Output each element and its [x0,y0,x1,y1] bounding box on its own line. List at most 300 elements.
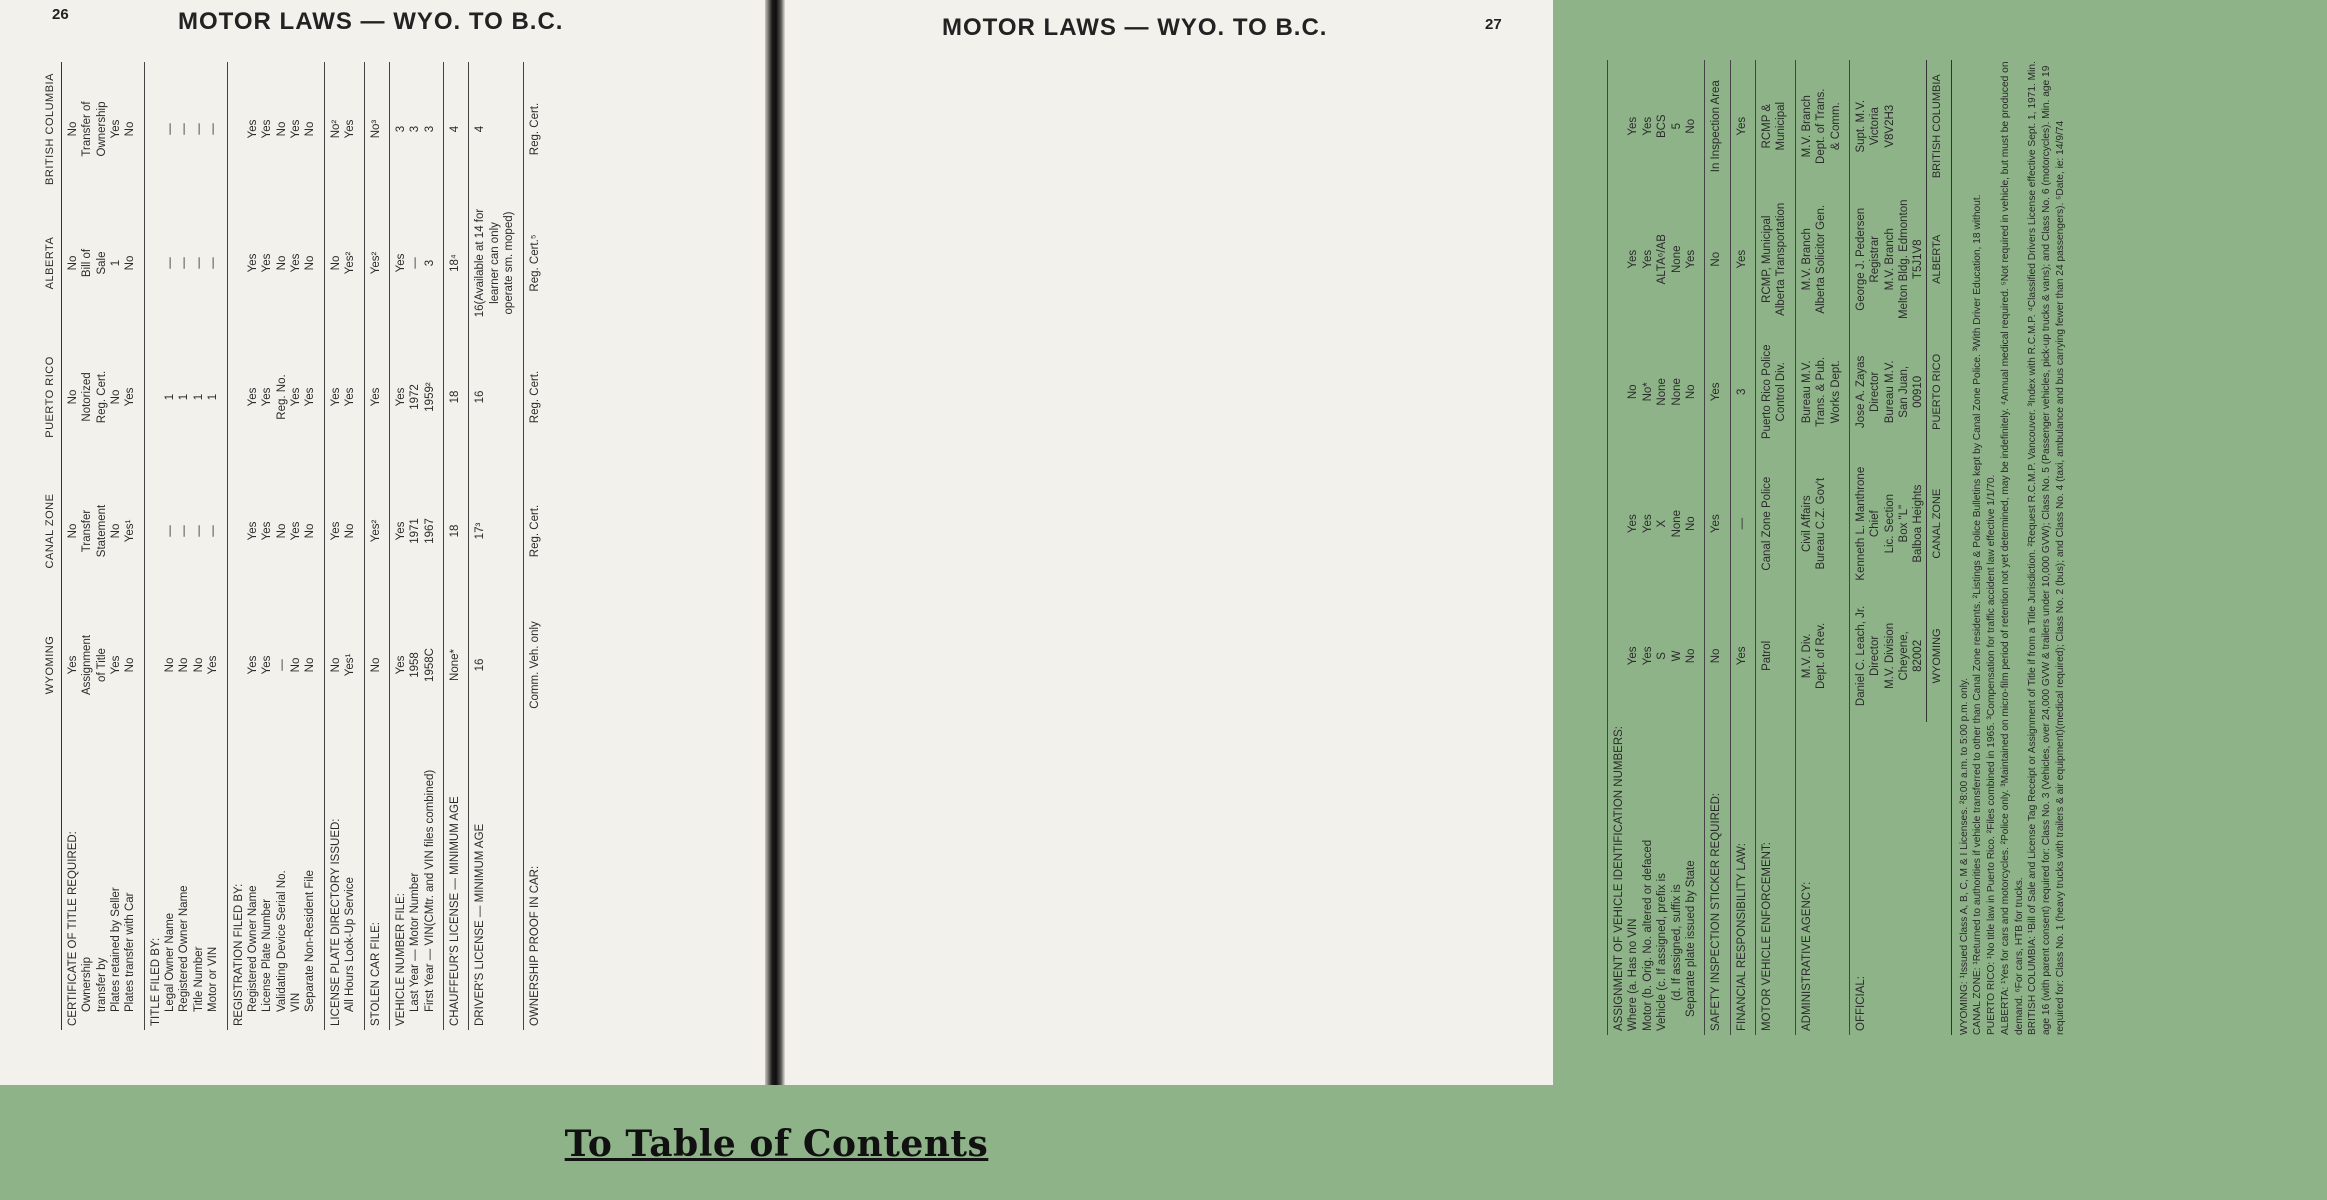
table-cell [488,62,502,196]
row-label: All Hours Look-Up Service [344,877,357,1012]
row-label: OWNERSHIP PROOF IN CAR: [523,732,542,1030]
table-cell: Yes [324,464,343,598]
table-cell [1911,60,1926,192]
row-label: Motor (b. Orig. No. altered or defaced [1641,839,1654,1031]
table-row [1911,60,1926,1035]
table-cell: Yes¹ [124,519,137,543]
table-cell: 18 [444,330,469,464]
table-cell: Yes [1641,646,1654,666]
table-cell: No [124,255,137,271]
table-cell: No [304,255,317,271]
table-cell: No [1705,192,1730,326]
table-cell [144,62,163,196]
table-cell: — [178,257,191,269]
table-cell: Daniel C. Leach, Jr. [1849,590,1868,722]
table-cell: No [290,657,302,673]
row-label [1868,722,1882,1035]
motor-laws-table-left [44,62,542,1030]
table-cell: No* [1641,382,1654,402]
table-row [61,62,80,1030]
row-label: transfer by [95,957,108,1012]
table-cell: M.V. Division [1883,622,1896,689]
table-row [389,62,408,1030]
table-cell: 1 [192,393,205,401]
table-cell: No [1684,118,1697,134]
table-row [289,62,303,1030]
table-cell: 3 [409,125,422,133]
table-row [469,62,488,1030]
column-header: PUERTO RICO [44,330,61,464]
row-label: Separate Non-Resident File [304,870,317,1012]
table-cell [502,464,523,598]
table-cell [502,62,523,196]
table-row [260,62,274,1030]
table-cell: Yes [1641,514,1654,534]
table-cell [1774,458,1795,590]
table-cell: Yes [61,598,80,732]
table-cell: No [324,196,343,330]
table-cell: Registrar [1869,235,1882,283]
table-cell: 16(Available at 14 for [469,196,488,330]
table-cell: No [275,523,288,539]
footnote: PUERTO RICO: ¹No title law in Puerto Rico. ²Files combined in 1965. ³Compensation for traffic accident law effective 1/1/70. [1986,474,1998,1035]
table-row [324,62,343,1030]
table-cell [1897,60,1911,192]
table-cell: Yes [109,119,122,139]
row-label: (d. If assigned, suffix is [1670,884,1683,1001]
table-cell: 18 [444,464,469,598]
table-cell: No [344,523,357,539]
table-cell: X [1656,519,1669,528]
table-row [123,62,144,1030]
table-cell: Yes [124,387,137,407]
table-cell: No [364,598,389,732]
table-row [1756,60,1775,1035]
table-cell: Yes [290,253,302,273]
page-number-right: 27 [1485,16,1502,33]
table-cell: Yes [261,655,274,675]
table-cell: Yes [1641,249,1654,269]
table-cell: No [124,121,137,137]
table-row [1829,60,1850,1035]
table-cell: None* [444,598,469,732]
table-row [408,62,422,1030]
table-cell: Yes [344,119,357,139]
table-cell: Yes [389,598,408,732]
table-cell: 1 [109,259,122,267]
table-row [1814,60,1828,1035]
table-cell: Yes [261,521,274,541]
table-cell: & Comm. [1829,102,1842,151]
table-cell: Bill of [81,248,94,278]
table-row [227,62,246,1030]
table-cell: Balboa Heights [1912,484,1925,563]
column-header: CANAL ZONE [44,464,61,598]
table-row [1795,60,1814,1035]
table-cell: Reg. Cert. [95,370,108,424]
table-cell: Reg. Cert.⁵ [523,196,542,330]
table-cell: Chief [1869,510,1882,538]
row-label: Registered Owner Name [246,885,259,1012]
table-row [1608,60,1627,1035]
table-cell: No [304,121,317,137]
table-cell: — [164,525,176,537]
table-cell [502,330,523,464]
table-cell: No [1627,384,1640,400]
table-cell: Yes [261,387,274,407]
table-cell: Notorized [81,372,94,422]
right-table-rotated [1607,60,2327,1035]
row-label: SAFETY INSPECTION STICKER REQUIRED: [1705,722,1730,1035]
table-row [1705,60,1730,1035]
table-cell: None [1656,378,1669,406]
table-cell: Municipal [1775,101,1788,151]
table-cell: Yes [1627,646,1640,666]
table-cell: Yes [1730,60,1755,192]
row-label: REGISTRATION FILED BY: [227,732,246,1030]
table-cell: Yes [364,330,389,464]
book-gutter [765,0,785,1085]
row-label: Separate plate issued by State [1684,860,1697,1017]
row-label: Title Number [192,946,205,1012]
table-row [206,62,227,1030]
table-cell: M.V. Div. [1795,590,1814,722]
table-cell: No [61,330,80,464]
table-cell: — [164,257,176,269]
table-cell: BCS [1656,114,1669,139]
table-cell: Yes [207,655,220,675]
table-cell: Yes [1705,326,1730,457]
table-cell: RCMP, Municipal [1756,192,1775,326]
table-cell: — [275,659,288,671]
table-cell: 18⁴ [444,196,469,330]
footnote: CANAL ZONE: ¹Returned to authorities if vehicle transferred to other than Canal Zone residents. ²Listings & Police Bulletins kept by Canal Zone Police. ³With Driver Education, 18 without. [1972,194,1984,1035]
table-cell: Reg. Cert. [523,330,542,464]
table-cell: Transfer [81,509,94,553]
column-footer: WYOMING [1926,590,1944,722]
table-row [444,62,469,1030]
table-cell: V8V2H3 [1883,104,1896,148]
table-cell: Yes² [364,196,389,330]
table-cell: Reg. No. [275,374,288,420]
right-page [785,0,2066,1085]
row-label: LICENSE PLATE DIRECTORY ISSUED: [324,732,343,1030]
table-row [1655,60,1669,1035]
table-cell: 3 [389,62,408,196]
column-header: WYOMING [44,598,61,732]
table-cell: No [124,657,137,673]
table-cell: In Inspection Area [1705,60,1730,192]
table-cell: Box "L" [1898,504,1910,543]
table-cell: Patrol [1756,590,1775,722]
table-cell [144,330,163,464]
row-label: Where (a. Has no VIN [1627,918,1640,1031]
table-row [1641,60,1655,1035]
table-cell [227,598,246,732]
table-cell: Civil Affairs [1795,458,1814,590]
table-cell: No [1684,516,1697,532]
table-cell [144,196,163,330]
row-label: TITLE FILED BY: [144,732,163,1030]
table-row [523,62,542,1030]
table-cell: Cheyene, [1898,631,1910,681]
table-row [502,62,523,1030]
table-cell: 3 [1730,326,1755,457]
row-label [502,732,523,1030]
table-cell: 1972 [409,384,422,410]
left-table-rotated [44,60,764,1030]
table-cell: No [304,657,317,673]
table-cell: Melton Bldg. Edmonton [1898,199,1910,320]
table-cell: No [192,657,205,673]
row-label [1883,722,1897,1035]
page-title-left: MOTOR LAWS — WYO. TO B.C. [178,8,564,35]
table-cell: — [164,123,176,135]
row-label [488,732,502,1030]
table-cell: Yes [290,119,302,139]
table-cell: Kenneth L. Manthrone [1849,458,1868,590]
table-cell: Bureau M.V. [1883,360,1896,424]
table-cell: Yes² [344,251,357,275]
row-label: Plates transfer with Car [124,892,137,1012]
table-cell: No [1705,590,1730,722]
table-cell [144,598,163,732]
row-label: STOLEN CAR FILE: [364,732,389,1030]
table-cell: No [61,196,80,330]
row-label [1774,722,1795,1035]
table-cell: ALTA⁶/AB [1656,234,1669,285]
column-footer: CANAL ZONE [1926,458,1944,590]
table-row [80,62,94,1030]
table-cell: Yes² [364,464,389,598]
table-cell: George J. Pedersen [1849,192,1868,326]
table-cell: No [324,598,343,732]
table-cell: Yes¹ [344,653,357,677]
table-cell: Yes [290,521,302,541]
table-cell: 1971 [409,518,422,544]
table-cell [488,598,502,732]
table-cell: 1 [178,393,191,401]
table-cell: No [109,389,122,405]
table-cell: 1 [207,393,220,401]
table-cell: No [275,255,288,271]
table-cell: learner can only [488,222,501,304]
table-cell [1608,458,1627,590]
table-cell: Sale [95,251,108,275]
table-cell: Control Div. [1775,362,1788,422]
row-label: ASSIGNMENT OF VEHICLE IDENTIFICATION NUMBERS: [1608,722,1627,1035]
table-cell: No [109,523,122,539]
table-cell: Lic. Section [1883,493,1896,554]
table-cell: No [164,657,176,673]
table-cell [502,598,523,732]
page-title-right: MOTOR LAWS — WYO. TO B.C. [942,14,1328,41]
table-row [1684,60,1705,1035]
table-cell: — [192,123,205,135]
table-cell: Yes [324,330,343,464]
table-cell [1829,458,1850,590]
table-cell: Yes [261,253,274,273]
table-cell: Yes [1705,458,1730,590]
table-cell: Canal Zone Police [1756,458,1775,590]
table-row [303,62,324,1030]
table-cell: Supt. M.V. [1849,60,1868,192]
table-cell: Ownership [95,101,108,157]
table-cell: of Title [95,648,108,682]
table-row [1868,60,1882,1035]
table-cell: 1959² [423,382,436,412]
table-cell: Yes [1641,116,1654,136]
footnotes [1951,60,2068,1035]
table-cell: Yes [261,119,274,139]
table-cell: operate sm. moped) [503,211,516,315]
footnote: WYOMING: ¹Issued Class A, B, C, M & I Licenses. ²8:00 a.m. to 5:00 p.m. only. [1958,677,1970,1035]
table-cell: W [1670,650,1683,662]
table-cell: Dept. of Rev. [1815,622,1828,690]
table-cell [1829,590,1850,722]
table-row [343,62,364,1030]
row-label: CHAUFFEUR'S LICENSE — MINIMUM AGE [444,732,469,1030]
row-label: Plates retained by Seller [109,887,122,1012]
table-cell [227,196,246,330]
row-label [1911,722,1926,1035]
table-cell [1608,590,1627,722]
table-cell: 4 [444,62,469,196]
table-cell [488,464,502,598]
toc-link-wrap [0,1123,1553,1165]
left-page [0,0,772,1085]
table-row [275,62,289,1030]
table-cell: No [1684,648,1697,664]
table-cell: Yes [246,521,259,541]
row-label: Registered Owner Name [178,885,191,1012]
table-cell: RCMP & [1756,60,1775,192]
table-cell: None [1670,245,1683,273]
table-cell: Yes [246,655,259,675]
table-cell: Yes [389,464,408,598]
table-cell: No² [324,62,343,196]
table-cell: Yes [389,330,408,464]
table-cell: Yes [1627,116,1640,136]
table-cell [1608,326,1627,457]
table-cell: Jose A. Zayas [1849,326,1868,457]
table-cell: None [1670,509,1683,538]
table-row [144,62,163,1030]
table-cell: — [207,123,220,135]
table-cell: M.V. Branch [1883,228,1896,291]
table-cell: 3 [423,259,436,267]
row-label: First Year — VIN(CMtr. and VIN files combined) [423,769,436,1012]
table-cell: 5 [1670,123,1683,130]
table-cell: 16 [469,598,488,732]
toc-bar [0,1085,1553,1200]
row-label: MOTOR VEHICLE ENFORCEMENT: [1756,722,1775,1035]
table-cell: 1958C [423,648,436,682]
table-cell: No³ [364,62,389,196]
row-label: VIN [290,992,302,1012]
table-cell: Puerto Rico Police [1756,326,1775,457]
table-cell [1829,192,1850,326]
column-footer: BRITISH COLUMBIA [1926,60,1944,192]
table-row [1730,60,1755,1035]
table-cell: Yes [109,655,122,675]
table-cell: Yes [1684,249,1697,269]
row-label: Vehicle (c. If assigned, prefix is [1656,873,1669,1031]
row-label: Last Year — Motor Number [409,872,422,1012]
table-row [163,62,177,1030]
table-row [1883,60,1897,1035]
table-cell: No [61,62,80,196]
table-cell: No [178,657,191,673]
table-cell: — [409,257,422,269]
table-cell: Yes [389,196,408,330]
table-cell: Yes [246,253,259,273]
table-cell: 1958 [409,652,422,678]
row-label [1829,722,1850,1035]
table-row [1774,60,1795,1035]
page-number-left: 26 [52,6,69,23]
column-footer: PUERTO RICO [1926,326,1944,457]
table-cell: Bureau M.V. [1795,326,1814,457]
table-of-contents-link[interactable]: To Table of Contents [564,1123,989,1165]
table-cell: Yes [1627,249,1640,269]
table-cell: Director [1869,371,1882,412]
table-row [1849,60,1868,1035]
table-row [423,62,444,1030]
table-cell: No [304,523,317,539]
table-cell: — [178,525,191,537]
table-cell: 3 [423,125,436,133]
table-cell: Yes [344,387,357,407]
table-row [1897,60,1911,1035]
table-cell: Comm. Veh. only [523,598,542,732]
row-label: Legal Owner Name [164,912,176,1012]
row-label: OFFICIAL: [1849,722,1868,1035]
table-cell: Yes [1730,590,1755,722]
table-row [246,62,260,1030]
table-cell [488,330,502,464]
table-cell [1774,590,1795,722]
column-footer: ALBERTA [1926,192,1944,326]
table-row [177,62,191,1030]
row-label: Ownership [81,957,94,1012]
table-cell: Yes [1730,192,1755,326]
row-label [1897,722,1911,1035]
row-label [1814,722,1828,1035]
table-row [95,62,109,1030]
table-cell: — [178,123,191,135]
table-cell: Reg. Cert. [523,464,542,598]
table-row [1670,60,1684,1035]
table-cell: — [207,525,220,537]
table-cell: No [61,464,80,598]
table-cell: Yes [1627,514,1640,534]
row-label: DRIVER'S LICENSE — MINIMUM AGE [469,732,488,1030]
table-cell: 4 [469,62,488,196]
table-cell: T5J1V8 [1912,239,1925,280]
table-cell: Trans. & Pub. [1815,356,1828,427]
table-cell: Yes [290,387,302,407]
table-row [364,62,389,1030]
table-cell: No [275,121,288,137]
table-cell: Victoria [1869,107,1882,146]
table-cell: 16 [469,330,488,464]
row-label: FINANCIAL RESPONSIBILITY LAW: [1730,722,1755,1035]
motor-laws-table-right [1607,60,1945,1035]
table-cell [144,464,163,598]
table-row [192,62,206,1030]
table-cell: M.V. Branch [1795,192,1814,326]
